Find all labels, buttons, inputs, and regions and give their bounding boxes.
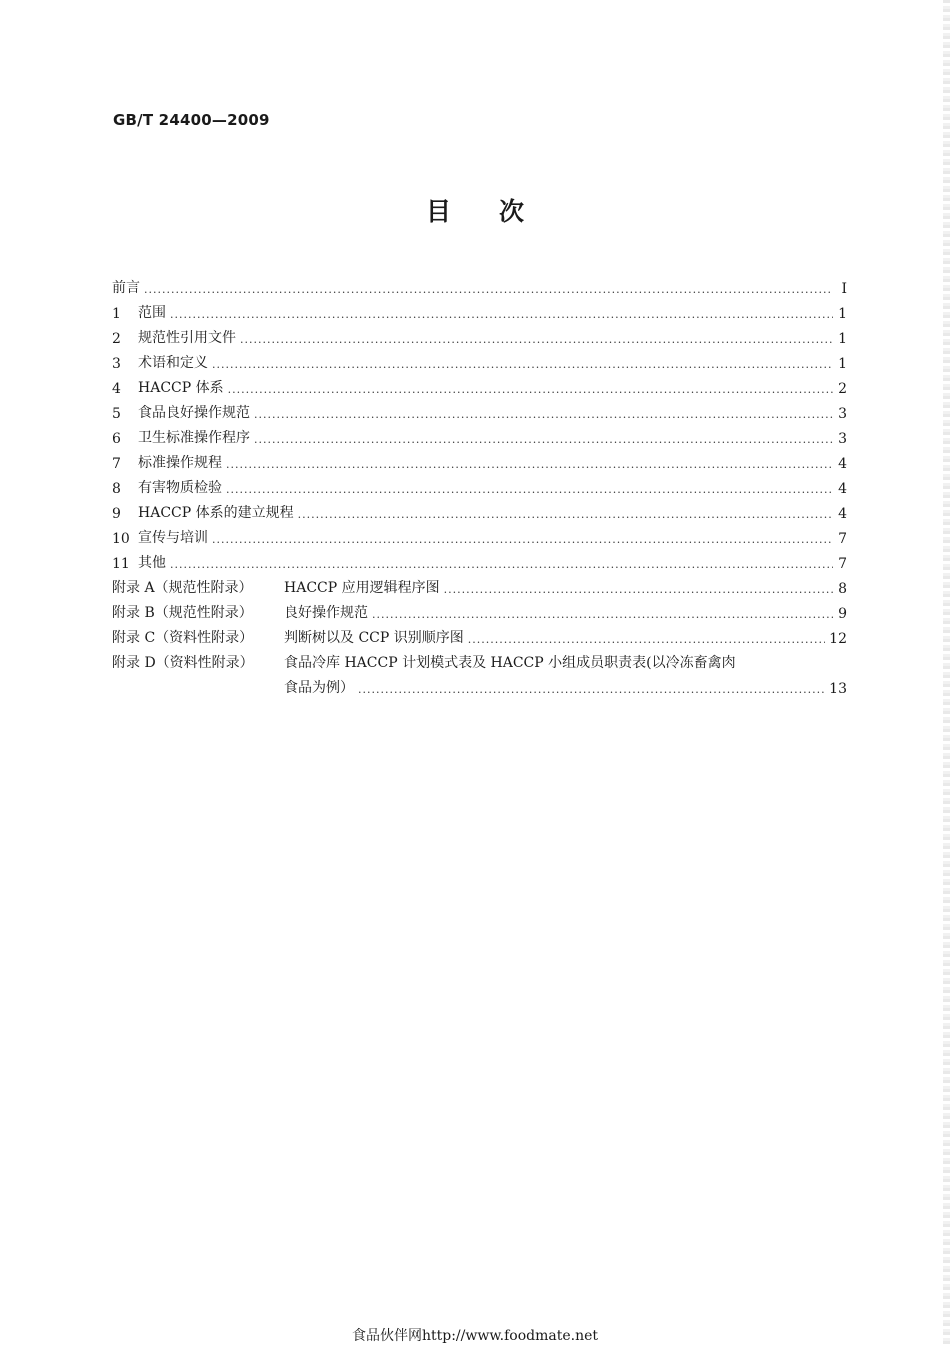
toc-appendix-a[interactable]: [112, 572, 847, 597]
toc-entry-11[interactable]: [112, 547, 847, 572]
appendix-label-continued: 食品为例）: [284, 680, 354, 696]
leader-dots: [254, 433, 833, 447]
leader-dots: [298, 508, 833, 522]
toc-entry-number: 4: [112, 381, 121, 397]
toc-entry-3[interactable]: [112, 347, 847, 372]
toc-entry-label: HACCP 体系的建立规程: [138, 505, 294, 521]
toc-entry-label: 前言: [112, 280, 140, 296]
toc-entry-number: 10: [112, 531, 130, 547]
toc-entry-label: 范围: [138, 305, 166, 321]
toc-entry-number: 3: [112, 356, 121, 372]
toc-entry-label: 规范性引用文件: [138, 330, 236, 346]
toc-entry-page: 3: [838, 406, 847, 422]
leader-dots: [372, 608, 833, 622]
toc-entry-page: 9: [838, 606, 847, 622]
appendix-prefix: 附录 A（规范性附录）: [112, 580, 253, 596]
toc-entry-page: Ⅰ: [841, 281, 847, 297]
toc-title: [0, 192, 950, 228]
toc-entry-label: 宣传与培训: [138, 530, 208, 546]
toc-entry-7[interactable]: [112, 447, 847, 472]
toc-entry-page: 1: [838, 306, 847, 322]
toc-entry-8[interactable]: [112, 472, 847, 497]
toc-entry-label: 卫生标准操作程序: [138, 430, 250, 446]
toc-entry-page: 3: [838, 431, 847, 447]
toc-entry-label: 有害物质检验: [138, 480, 222, 496]
toc-title-char-1: 目: [425, 197, 451, 226]
toc-entry-6[interactable]: [112, 422, 847, 447]
appendix-label: 食品冷库 HACCP 计划模式表及 HACCP 小组成员职责表(以冷冻畜禽肉: [284, 655, 736, 671]
toc-entry-page: 1: [838, 356, 847, 372]
toc-entry-number: 9: [112, 506, 121, 522]
toc-entry-foreword[interactable]: [112, 272, 847, 297]
appendix-label: HACCP 应用逻辑程序图: [284, 580, 440, 596]
toc-entry-label: 其他: [138, 555, 166, 571]
toc-entry-label: 食品良好操作规范: [138, 405, 250, 421]
leader-dots: [144, 283, 833, 297]
toc-appendix-d[interactable]: [112, 647, 847, 672]
toc-entry-number: 7: [112, 456, 121, 472]
toc-entry-page: 12: [829, 631, 847, 647]
toc-entry-page: 4: [838, 456, 847, 472]
toc-entry-label: HACCP 体系: [138, 380, 224, 396]
toc-entry-page: 8: [838, 581, 847, 597]
toc-entry-number: 8: [112, 481, 121, 497]
appendix-label: 判断树以及 CCP 识别顺序图: [284, 630, 464, 646]
toc-entry-number: 1: [112, 306, 121, 322]
toc-entry-page: 13: [829, 681, 847, 697]
toc-entry-label: 标准操作规程: [138, 455, 222, 471]
leader-dots: [226, 458, 833, 472]
toc-entry-number: 2: [112, 331, 121, 347]
standard-number: GB/T 24400—2009: [113, 111, 270, 129]
toc-entry-page: 7: [838, 556, 847, 572]
toc-entry-page: 1: [838, 331, 847, 347]
toc-appendix-c[interactable]: [112, 622, 847, 647]
toc-entry-page: 7: [838, 531, 847, 547]
toc-entry-9[interactable]: [112, 497, 847, 522]
toc-entry-10[interactable]: [112, 522, 847, 547]
toc-entry-2[interactable]: [112, 322, 847, 347]
footer-watermark: 食品伙伴网http://www.foodmate.net: [351, 1328, 599, 1344]
toc-entry-5[interactable]: [112, 397, 847, 422]
appendix-prefix: 附录 B（规范性附录）: [112, 605, 253, 621]
toc-title-char-2: 次: [499, 197, 525, 226]
toc-entry-4[interactable]: [112, 372, 847, 397]
toc-entry-page: 4: [838, 481, 847, 497]
leader-dots: [170, 308, 833, 322]
toc-entry-number: 5: [112, 406, 121, 422]
leader-dots: [240, 333, 833, 347]
leader-dots: [226, 483, 833, 497]
appendix-prefix: 附录 C（资料性附录）: [112, 630, 254, 646]
table-of-contents: [112, 272, 847, 697]
toc-entry-page: 2: [838, 381, 847, 397]
toc-entry-1[interactable]: [112, 297, 847, 322]
leader-dots: [228, 383, 833, 397]
leader-dots: [212, 358, 833, 372]
leader-dots: [212, 533, 833, 547]
toc-appendix-d-continued[interactable]: [112, 672, 847, 697]
leader-dots: [444, 583, 833, 597]
leader-dots: [170, 558, 833, 572]
appendix-label: 良好操作规范: [284, 605, 368, 621]
toc-appendix-b[interactable]: [112, 597, 847, 622]
toc-entry-number: 6: [112, 431, 121, 447]
leader-dots: [254, 408, 833, 422]
toc-entry-number: 11: [112, 556, 130, 572]
leader-dots: [468, 633, 825, 647]
leader-dots: [358, 683, 825, 697]
toc-entry-label: 术语和定义: [138, 355, 208, 371]
appendix-prefix: 附录 D（资料性附录）: [112, 655, 254, 671]
toc-entry-page: 4: [838, 506, 847, 522]
